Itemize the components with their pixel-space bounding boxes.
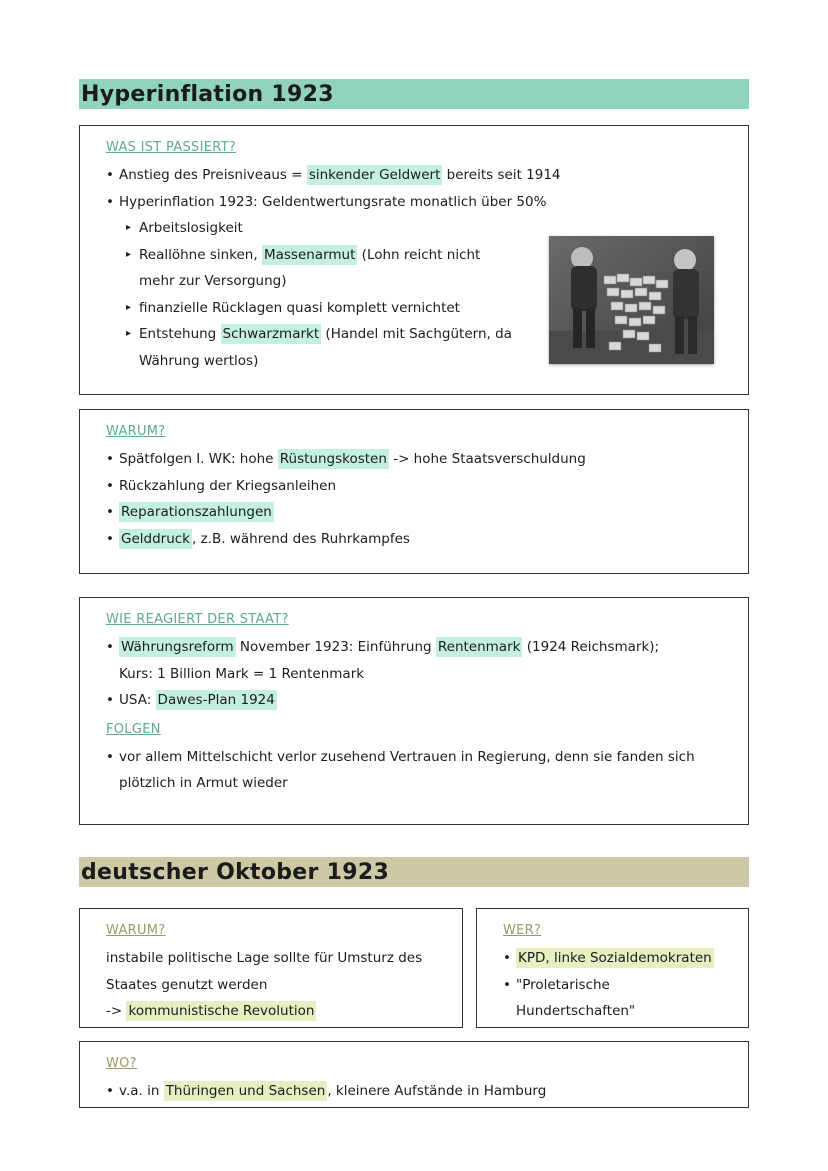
highlight: Rüstungskosten — [279, 451, 387, 467]
bullet-item: • Rückzahlung der Kriegsanleihen — [106, 473, 748, 500]
section-title: deutscher Oktober 1923 — [81, 859, 390, 885]
bullet-item: • Währungsreform November 1923: Einführung Rentenmark (1924 Reichsmark); — [106, 634, 748, 661]
continuation-line: mehr zur Versorgung) — [139, 273, 287, 289]
sub-bullet-item: ▸ Reallöhne sinken, Massenarmut (Lohn reicht nicht — [106, 242, 748, 269]
card-heading: WIE REAGIERT DER STAAT? — [106, 612, 289, 627]
section-banner-hyperinflation — [79, 79, 749, 109]
text-line: Staates genutzt werden — [106, 976, 268, 993]
highlight: Währungsreform — [121, 639, 234, 655]
continuation-line: Währung wertlos) — [139, 352, 259, 369]
card-heading: WARUM? — [106, 923, 166, 938]
highlight: Schwarzmarkt — [222, 326, 320, 342]
highlight: KPD, linke Sozialdemokraten — [518, 950, 712, 966]
bullet-item: • "Proletarische — [503, 972, 748, 999]
card-heading: WO? — [106, 1056, 137, 1071]
bullet-item: • vor allem Mittelschicht verlor zusehend Vertrauen in Regierung, denn sie fanden sich — [106, 744, 748, 771]
highlight: kommunistische Revolution — [128, 1003, 315, 1019]
card-heading: WARUM? — [106, 424, 166, 439]
bullet-item: • Spätfolgen I. WK: hohe Rüstungskosten -> hohe Staatsverschuldung — [106, 446, 748, 473]
card-heading: WAS IST PASSIERT? — [106, 140, 237, 155]
card-warum — [79, 409, 749, 574]
continuation-line: Kurs: 1 Billion Mark = 1 Rentenmark — [119, 665, 365, 682]
highlight: Thüringen und Sachsen — [165, 1083, 326, 1099]
section-banner-deutscher-oktober — [79, 857, 749, 887]
highlight: Gelddruck — [121, 530, 191, 547]
card-heading: WER? — [503, 923, 542, 938]
card-wo — [79, 1041, 749, 1108]
photo-illustration — [549, 236, 714, 364]
card-wer — [476, 908, 749, 1028]
highlight: sinkender Geldwert — [308, 167, 441, 183]
bullet-item: • Hyperinflation 1923: Geldentwertungsrate monatlich über 50% — [106, 189, 748, 216]
bullet-item: • v.a. in Thüringen und Sachsen , kleinere Aufstände in Hamburg — [106, 1078, 748, 1105]
text-line: -> kommunistische Revolution — [106, 1003, 315, 1019]
card-warum-oktober — [79, 908, 463, 1028]
section-title: Hyperinflation 1923 — [81, 81, 334, 107]
bullet-item — [503, 945, 748, 972]
bullet-item: • Anstieg des Preisniveaus = sinkender Geldwert bereits seit 1914 — [106, 162, 748, 189]
text-line: instabile politische Lage sollte für Umsturz des — [106, 950, 423, 966]
bullet-item: • Gelddruck , z.B. während des Ruhrkampfes — [106, 526, 748, 553]
card-heading-folgen: FOLGEN — [106, 721, 161, 737]
card-wie-reagiert-der-staat — [79, 597, 749, 825]
highlight: Reparationszahlungen — [121, 504, 272, 520]
continuation-line: plötzlich in Armut wieder — [119, 775, 288, 791]
highlight: Dawes-Plan 1924 — [157, 692, 275, 708]
highlight: Massenarmut — [263, 246, 356, 263]
continuation-line: Hundertschaften" — [516, 1003, 636, 1019]
historical-photo — [549, 236, 714, 364]
highlight: Rentenmark — [437, 639, 521, 655]
sub-bullet-item: ▸ Arbeitslosigkeit — [106, 215, 748, 242]
sub-bullet-item: ▸ finanzielle Rücklagen quasi komplett vernichtet — [106, 295, 748, 322]
bullet-item — [106, 499, 748, 526]
sub-bullet-item: ▸ Entstehung Schwarzmarkt (Handel mit Sachgütern, da — [106, 321, 748, 348]
bullet-item: • USA: Dawes-Plan 1924 — [106, 687, 748, 714]
